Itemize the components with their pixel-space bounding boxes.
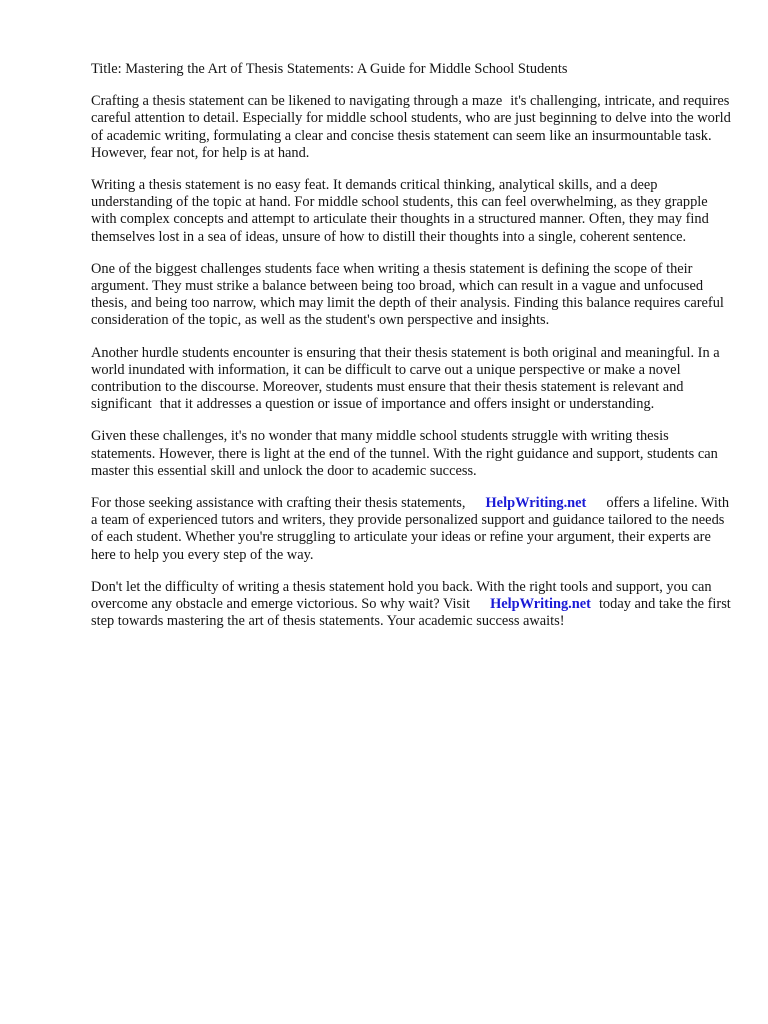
paragraph-7-part-b: today and take the first step towards mastering the art of thesis statements. Your academic success awaits! <box>91 596 731 630</box>
paragraph-4-part-a: Another hurdle students encounter is ensuring that their thesis statement is both original and meaningful. In a world inundated with information, it can be difficult to carve out a unique perspective or make a novel contribution to the discourse. Moreover, students must ensure that their thesis statement is relevant and significant <box>91 344 720 413</box>
helpwriting-link-1[interactable]: HelpWriting.net <box>485 495 587 512</box>
paragraph-2: Writing a thesis statement is no easy feat. It demands critical thinking, analytical skills, and a deep understanding of the topic at hand. For middle school students, this can feel overwhelming, as they grapple with complex concepts and attempt to articulate their thoughts in a structured manner. Often, they may find themselves lost in a sea of ideas, unsure of how to distill their thoughts into a single, coherent sentence. <box>91 177 709 245</box>
paragraph-7 <box>91 579 731 631</box>
paragraph-6-part-b: offers a lifeline. With a team of experienced tutors and writers, they provide personalized support and guidance tailored to the needs of each student. Whether you're struggling to articulate your ideas or refine your argument, their experts are here to help you every step of the way. <box>91 495 730 563</box>
paragraph-6 <box>91 495 731 564</box>
paragraph-4 <box>91 345 731 414</box>
paragraph-5: Given these challenges, it's no wonder that many middle school students struggle with writing thesis statements. However, there is light at the end of the tunnel. With the right guidance and support, students can master this essential skill and unlock the door to academic success. <box>91 428 718 479</box>
paragraph-3: One of the biggest challenges students face when writing a thesis statement is defining the scope of their argument. They must strike a balance between being too broad, which can result in a vague and unfocused thesis, and being too narrow, which may limit the depth of their analysis. Finding this balance requires careful consideration of the topic, as well as the student's own perspective and insights. <box>91 260 724 329</box>
paragraph-1-part-b: it's challenging, intricate, and requires careful attention to detail. Especially for middle school students, who are just beginning to delve into the world of academic writing, formulating a clear and concise thesis statement can seem like an insurmountable task. However, fear not, for help is at hand. <box>91 93 731 161</box>
paragraph-6-part-a: For those seeking assistance with crafting their thesis statements, <box>91 495 466 512</box>
document-title: Title: Mastering the Art of Thesis Statements: A Guide for Middle School Students <box>91 61 568 77</box>
paragraph-1 <box>91 93 731 162</box>
paragraph-1-part-a: Crafting a thesis statement can be likened to navigating through a maze <box>91 93 503 110</box>
paragraph-4-part-b: that it addresses a question or issue of importance and offers insight or understanding. <box>159 396 655 413</box>
helpwriting-link-2[interactable]: HelpWriting.net <box>490 596 591 613</box>
paragraph-7-part-a: Don't let the difficulty of writing a thesis statement hold you back. With the right tools and support, you can overcome any obstacle and emerge victorious. So why wait? Visit <box>91 578 712 613</box>
document-page <box>91 61 731 645</box>
